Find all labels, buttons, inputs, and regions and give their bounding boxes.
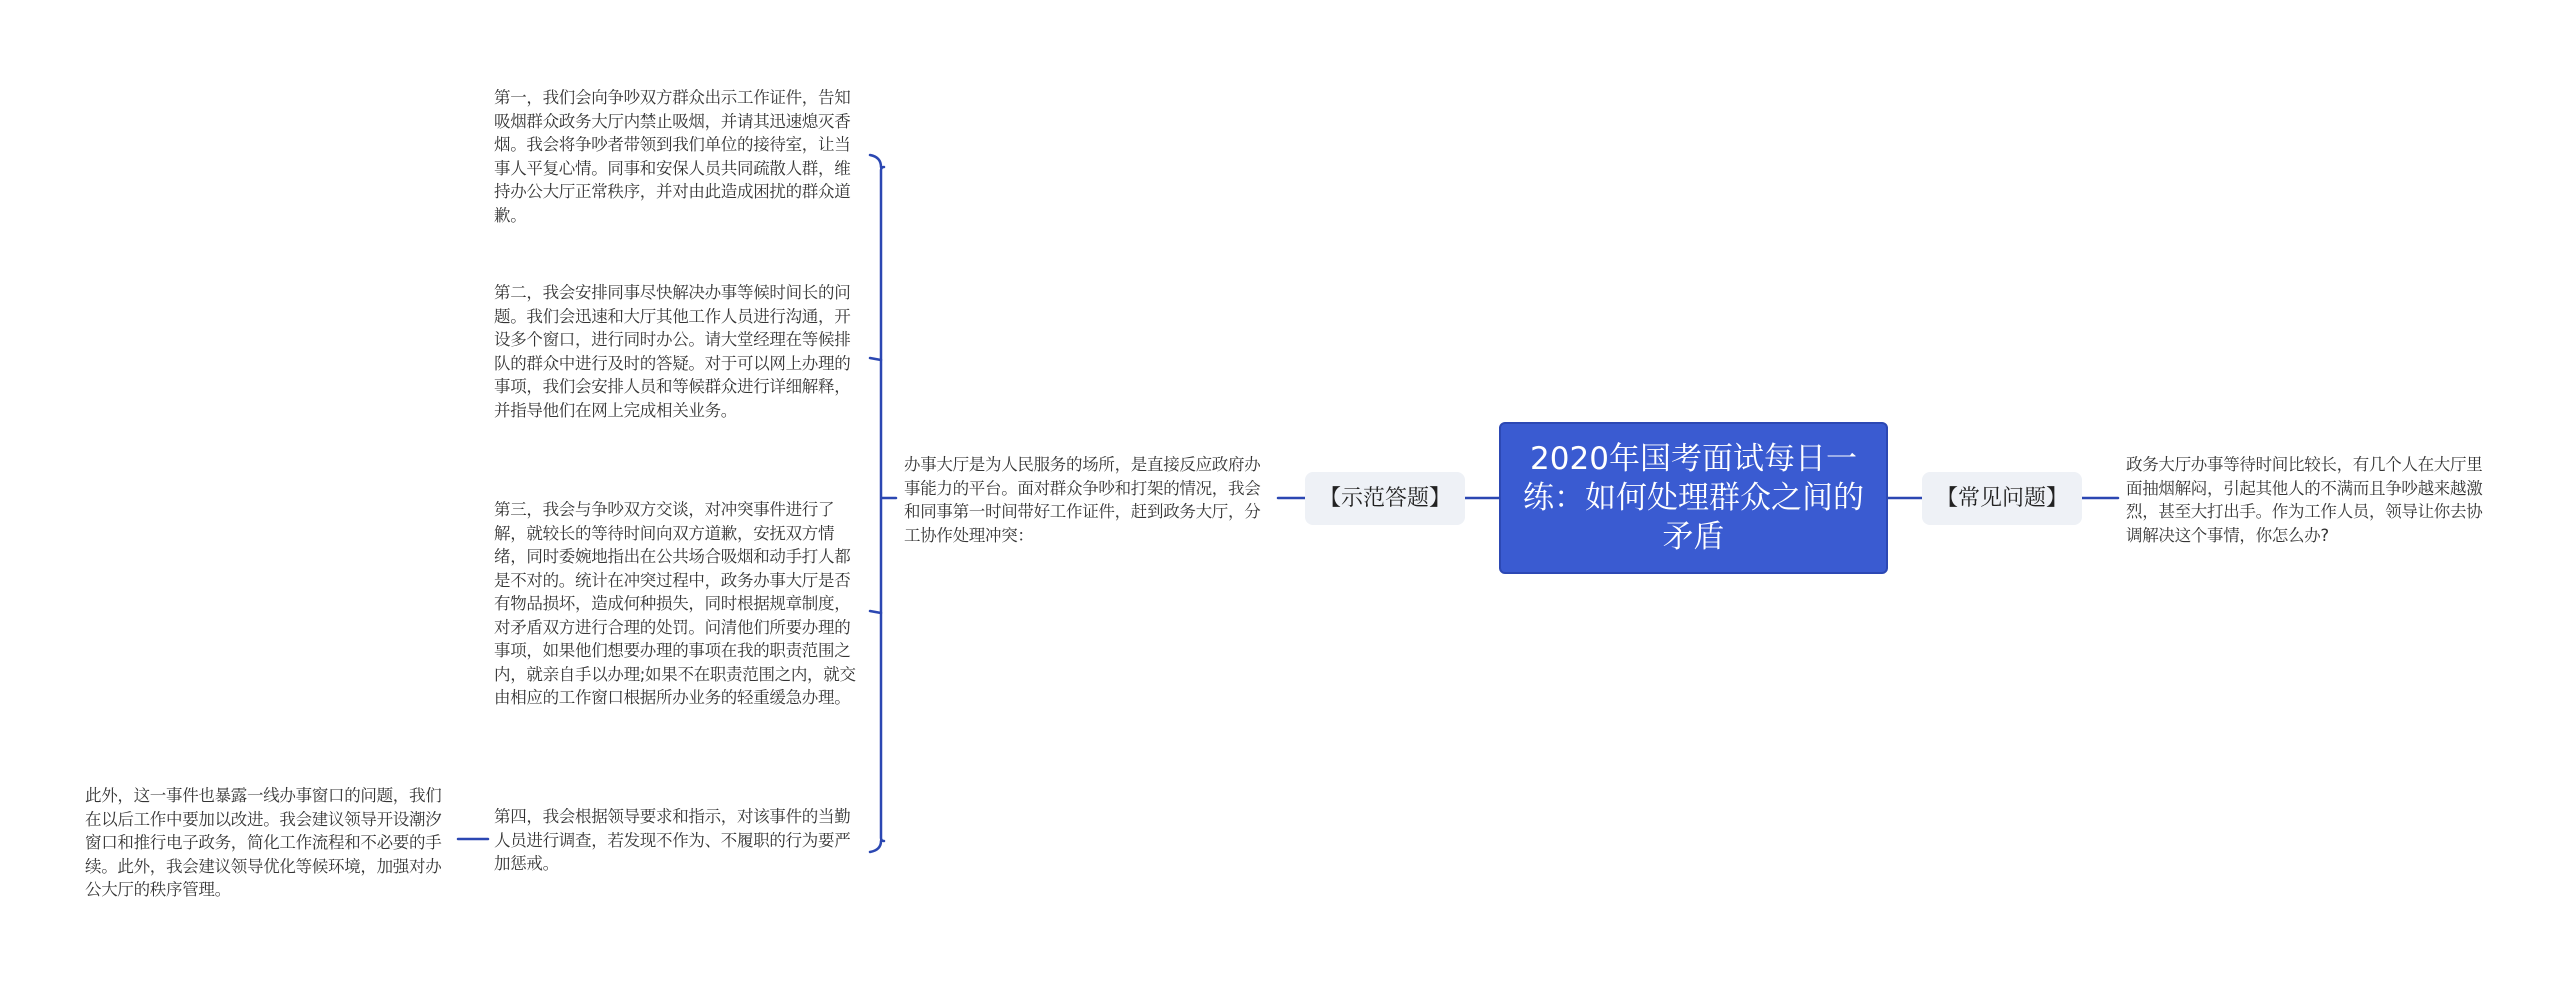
connector-bracket-to-point-3 (870, 611, 881, 613)
connector-bracket-to-point-2 (870, 358, 881, 360)
answer-extra-node[interactable] (85, 784, 447, 902)
answer-branch-label: 【示范答题】 (1318, 486, 1451, 511)
answer-extra-text: 此外，这一事件也暴露一线办事窗口的问题，我们在以后工作中要加以改进。我会建议领导开设潮汐窗口和推行电子政务，简化工作流程和不必要的手续。此外，我会建议领导优化等候环境，加强对办公大厅的秩序管理。 (85, 786, 442, 899)
answer-point-3-node[interactable] (494, 498, 856, 710)
answer-point-2-node[interactable] (494, 281, 856, 422)
answer-point-3-text: 第三，我会与争吵双方交谈，对冲突事件进行了解，就较长的等待时间向双方道歉，安抚双方情绪，同时委婉地指出在公共场合吸烟和动手打人都是不对的。统计在冲突过程中，政务办事大厅是否有物品损坏，造成何种损失，同时根据规章制度，对矛盾双方进行合理的处罚。问清他们所要办理的事项，如果他们想要办理的事项在我的职责范围之内，就亲自手以办理;如果不在职责范围之内，就交由相应的工作窗口根据所办业务的轻重缓急办理。 (494, 500, 856, 707)
answer-point-4-text: 第四，我会根据领导要求和指示，对该事件的当勤人员进行调查，若发现不作为、不履职的行为要严加惩戒。 (494, 807, 851, 873)
answer-point-1-node[interactable] (494, 86, 856, 227)
central-topic-node[interactable] (1499, 422, 1888, 574)
central-topic-text: 2020年国考面试每日一练：如何处理群众之间的矛盾 (1523, 441, 1864, 555)
answer-intro-node[interactable] (904, 453, 1272, 547)
answer-branch-node[interactable] (1305, 472, 1465, 525)
answer-point-4-node[interactable] (494, 805, 856, 876)
answer-point-2-text: 第二，我会安排同事尽快解决办事等候时间长的问题。我们会迅速和大厅其他工作人员进行沟通，开设多个窗口，进行同时办公。请大堂经理在等候排队的群众中进行及时的答疑。对于可以网上办理的事项，我们会安排人员和等候群众进行详细解释，并指导他们在网上完成相关业务。 (494, 283, 851, 420)
question-branch-node[interactable] (1922, 472, 2082, 525)
connector-bracket-to-point-1 (870, 155, 881, 167)
question-branch-label: 【常见问题】 (1935, 486, 2068, 511)
answer-intro-text: 办事大厅是为人民服务的场所，是直接反应政府办事能力的平台。面对群众争吵和打架的情况，我会和同事第一时间带好工作证件，赶到政务大厅，分工协作处理冲突： (904, 455, 1261, 545)
question-text: 政务大厅办事等待时间比较长，有几个人在大厅里面抽烟解闷，引起其他人的不满而且争吵越来越激烈，甚至大打出手。作为工作人员，领导让你去协调解决这个事情，你怎么办? (2126, 455, 2483, 545)
question-text-node[interactable] (2126, 453, 2496, 547)
connector-intro-to-points-bracket (881, 167, 896, 841)
connector-bracket-to-point-4 (870, 841, 881, 852)
answer-point-1-text: 第一，我们会向争吵双方群众出示工作证件，告知吸烟群众政务大厅内禁止吸烟，并请其迅速熄灭香烟。我会将争吵者带领到我们单位的接待室，让当事人平复心情。同事和安保人员共同疏散人群，维持办公大厅正常秩序，并对由此造成困扰的群众道歉。 (494, 88, 851, 225)
